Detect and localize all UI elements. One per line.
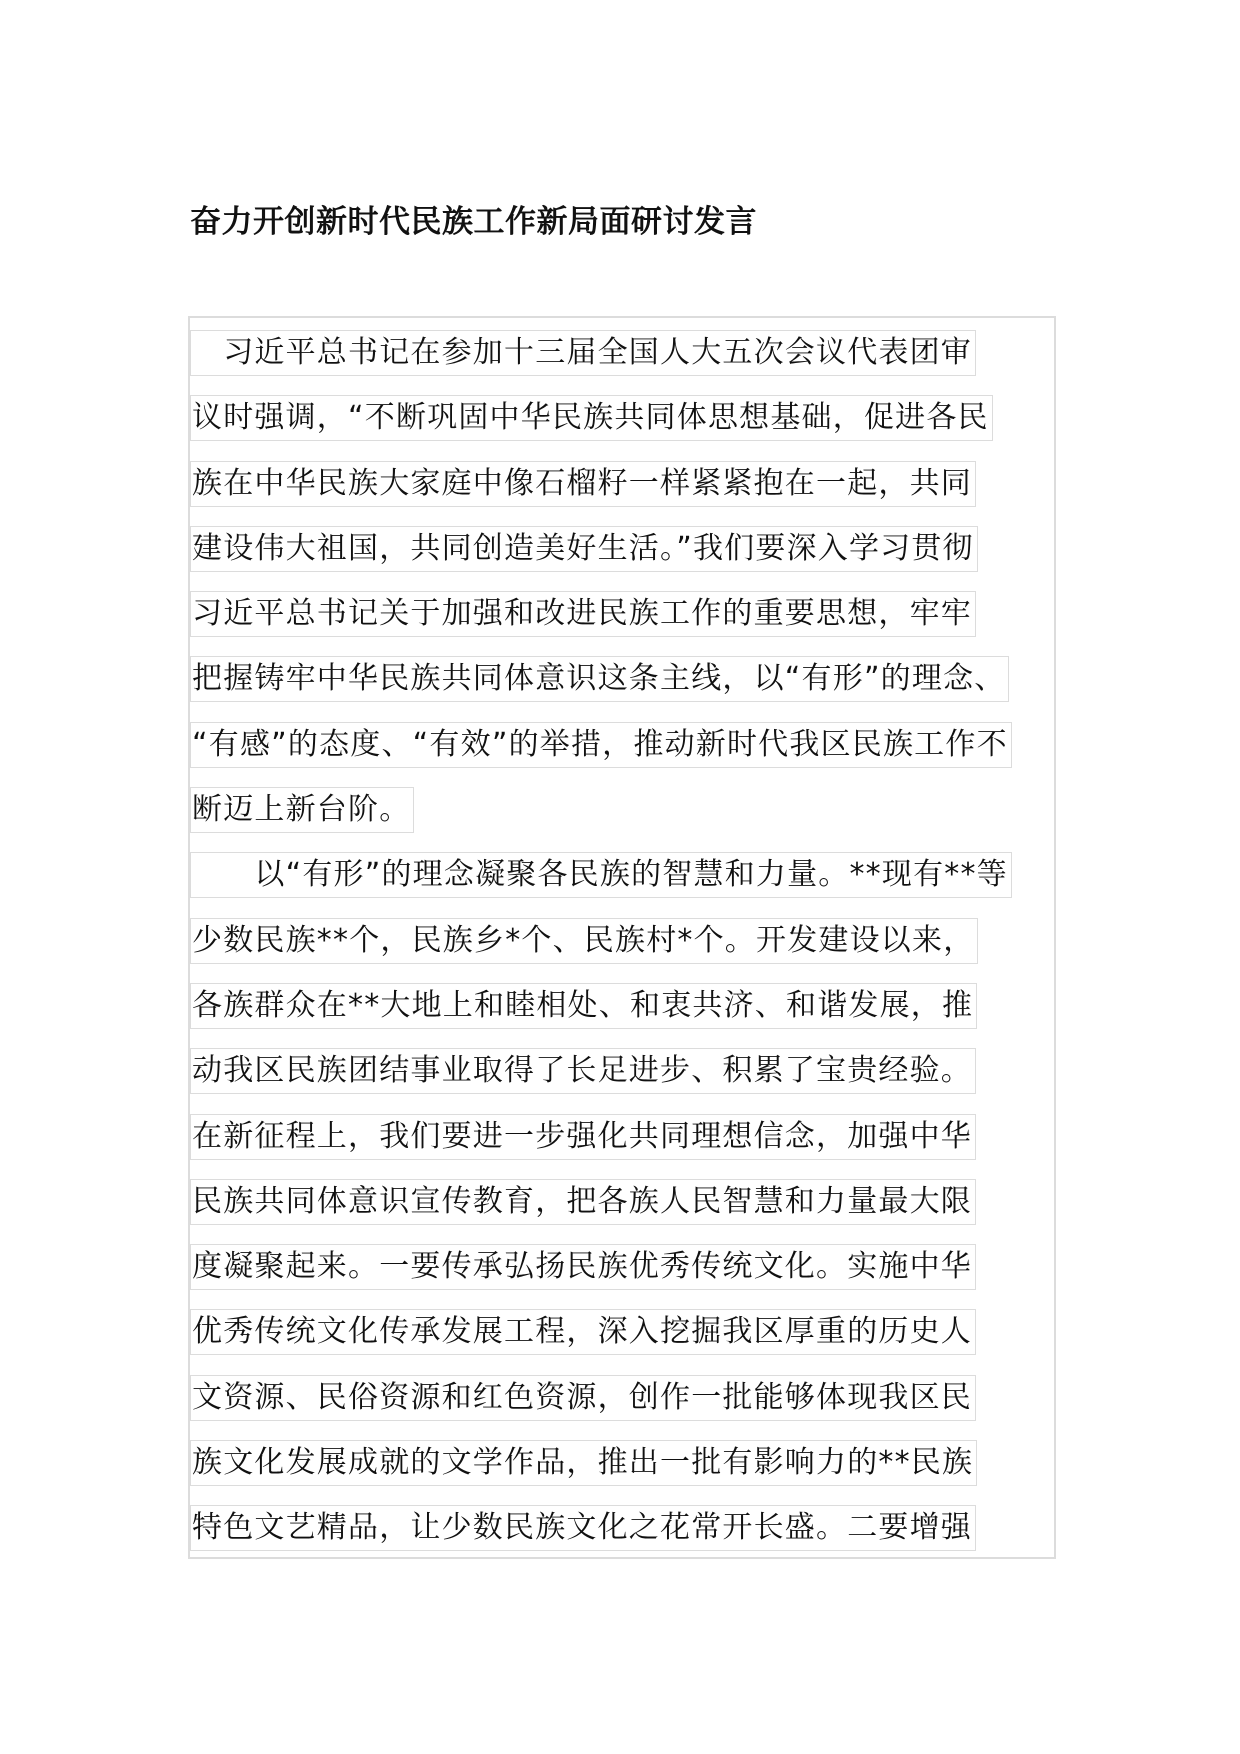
- text-line: [190, 918, 1190, 983]
- text-line: [190, 1048, 1190, 1113]
- body-text: [190, 330, 1190, 1571]
- text-line: [190, 1505, 1190, 1570]
- line-text: 特色文艺精品，让少数民族文化之花常开长盛。二要增强: [190, 1505, 976, 1551]
- text-line: [190, 330, 1190, 395]
- line-text: 民族共同体意识宣传教育，把各族人民智慧和力量最大限: [190, 1179, 976, 1225]
- line-text: 文资源、民俗资源和红色资源，创作一批能够体现我区民: [190, 1375, 976, 1421]
- text-line: [190, 1244, 1190, 1309]
- text-line: [190, 656, 1190, 721]
- line-text: 族文化发展成就的文学作品，推出一批有影响力的**民族: [190, 1440, 977, 1486]
- line-text: 少数民族**个，民族乡*个、民族村*个。开发建设以来，: [190, 918, 978, 964]
- text-line: [190, 526, 1190, 591]
- text-line: [190, 852, 1190, 917]
- text-line: [190, 591, 1190, 656]
- line-text: 习近平总书记在参加十三届全国人大五次会议代表团审: [190, 330, 976, 376]
- line-text: 以“有形”的理念凝聚各民族的智慧和力量。**现有**等: [190, 852, 1012, 898]
- line-text: 建设伟大祖国，共同创造美好生活。”我们要深入学习贯彻: [190, 526, 978, 572]
- text-line: [190, 1440, 1190, 1505]
- text-line: [190, 1114, 1190, 1179]
- line-text: 动我区民族团结事业取得了长足进步、积累了宝贵经验。: [190, 1048, 976, 1094]
- line-text: 断迈上新台阶。: [190, 787, 414, 833]
- text-line: [190, 787, 1190, 852]
- line-text: 优秀传统文化传承发展工程，深入挖掘我区厚重的历史人: [190, 1309, 976, 1355]
- line-text: 族在中华民族大家庭中像石榴籽一样紧紧抱在一起，共同: [190, 461, 976, 507]
- text-line: [190, 722, 1190, 787]
- line-text: 习近平总书记关于加强和改进民族工作的重要思想，牢牢: [190, 591, 976, 637]
- line-text: 把握铸牢中华民族共同体意识这条主线，以“有形”的理念、: [190, 656, 1009, 702]
- line-text: “有感”的态度、“有效”的举措，推动新时代我区民族工作不: [190, 722, 1012, 768]
- document-title: 奋力开创新时代民族工作新局面研讨发言: [190, 204, 757, 240]
- text-line: [190, 1179, 1190, 1244]
- line-text: 各族群众在**大地上和睦相处、和衷共济、和谐发展，推: [190, 983, 977, 1029]
- text-line: [190, 1375, 1190, 1440]
- text-line: [190, 461, 1190, 526]
- text-line: [190, 395, 1190, 460]
- line-text: 在新征程上，我们要进一步强化共同理想信念，加强中华: [190, 1114, 976, 1160]
- line-text: 度凝聚起来。一要传承弘扬民族优秀传统文化。实施中华: [190, 1244, 976, 1290]
- text-line: [190, 1309, 1190, 1374]
- line-text: 议时强调，“不断巩固中华民族共同体思想基础，促进各民: [190, 395, 993, 441]
- text-line: [190, 983, 1190, 1048]
